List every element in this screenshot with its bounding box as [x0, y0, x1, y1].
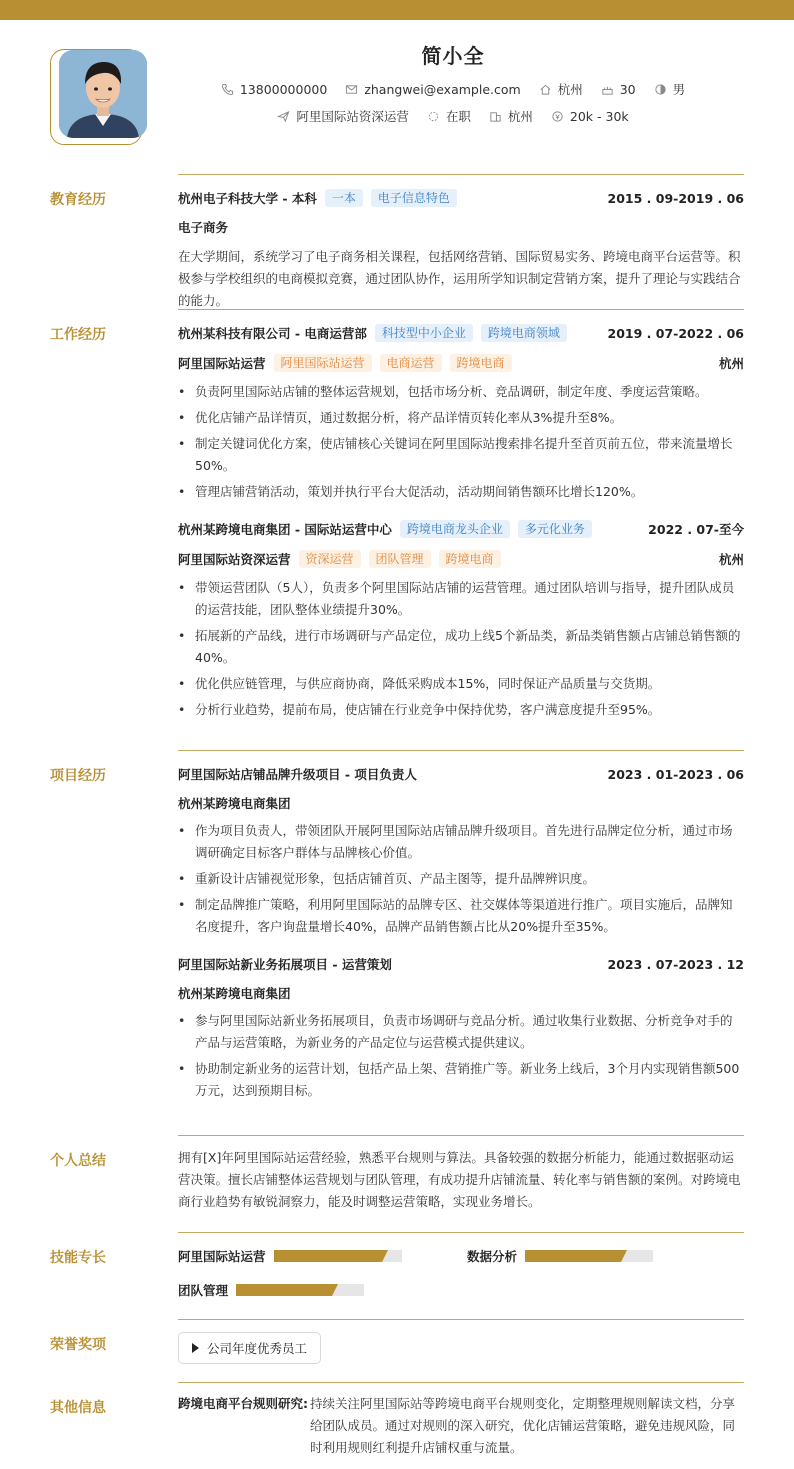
skill-item	[178, 1281, 364, 1299]
salary-text: 20k - 30k	[569, 108, 629, 124]
list-item: • 负责阿里国际站店铺的整体运营规划，包括市场分析、竞品调研，制定年度、季度运营策略。	[178, 381, 744, 403]
skill-bar	[525, 1250, 653, 1262]
project-date: 2023 . 01-2023 . 06	[607, 766, 744, 782]
target-city-text: 杭州	[507, 109, 533, 124]
building-icon	[489, 110, 502, 123]
work-bullets	[178, 577, 744, 721]
list-item: • 优化供应链管理，与供应商协商，降低采购成本15%，同时保证产品质量与交货期。	[178, 673, 744, 695]
target-city-item	[489, 107, 533, 125]
caret-right-icon	[192, 1343, 199, 1353]
list-item: • 作为项目负责人，带领团队开展阿里国际站店铺品牌升级项目。首先进行品牌定位分析，通过市场调研确定目标客户群体与品牌核心价值。	[178, 820, 744, 864]
education-description: 在大学期间，系统学习了电子商务相关课程，包括网络营销、国际贸易实务、跨境电商平台运营等。积极参与学校组织的电商模拟竞赛，通过团队协作，运用所学知识制定营销方案，提升了理论与实践结合的能力。	[178, 249, 741, 308]
summary-text: 拥有[X]年阿里国际站运营经验，熟悉平台规则与算法。具备较强的数据分析能力，能通过数据驱动运营决策。擅长店铺整体运营规划与团队管理，有成功提升店铺流量、转化率与销售额的案例。对跨境电商行业趋势有敏锐洞察力，能及时调整运营策略，实现业务增长。	[178, 1150, 741, 1209]
work-date: 2019 . 07-2022 . 06	[607, 325, 744, 341]
work-header	[178, 323, 744, 343]
role-tag: 团队管理	[369, 550, 431, 568]
list-item: • 优化店铺产品详情页，通过数据分析，将产品详情页转化率从3%提升至8%。	[178, 407, 744, 429]
city-item	[539, 80, 583, 98]
company-tag: 科技型中小企业	[375, 324, 473, 342]
skill-name: 数据分析	[467, 1249, 518, 1264]
company-tag: 多元化业务	[518, 520, 592, 538]
major: 电子商务	[178, 220, 229, 235]
role-tag: 资深运营	[299, 550, 361, 568]
send-icon	[277, 110, 290, 123]
project-org: 杭州某跨境电商集团	[178, 986, 291, 1001]
skill-name: 团队管理	[178, 1283, 229, 1298]
spinner-icon	[427, 110, 440, 123]
project-bullets	[178, 1010, 744, 1102]
email-item	[345, 82, 520, 97]
project-org: 杭州某跨境电商集团	[178, 796, 291, 811]
project-section	[50, 750, 744, 1135]
top-accent-bar	[0, 0, 794, 20]
company-tag: 跨境电商龙头企业	[400, 520, 510, 538]
phone-icon	[221, 83, 234, 96]
skills-section	[50, 1232, 744, 1318]
project-title: 阿里国际站店铺品牌升级项目 - 项目负责人	[178, 767, 417, 782]
age-text: 30	[619, 81, 636, 97]
other-section	[50, 1382, 744, 1468]
project-content	[178, 764, 744, 1106]
coin-icon	[551, 110, 564, 123]
home-icon	[539, 83, 552, 96]
work-section	[50, 309, 744, 749]
target-job-item	[277, 107, 409, 125]
section-title-honors: 荣誉奖项	[50, 1337, 106, 1353]
education-tag: 电子信息特色	[371, 189, 457, 207]
work-city: 杭州	[718, 356, 744, 371]
role-header	[178, 353, 744, 373]
work-city: 杭州	[718, 552, 744, 567]
project-title: 阿里国际站新业务拓展项目 - 运营策划	[178, 957, 392, 972]
section-divider	[178, 750, 744, 751]
phone-text: 13800000000	[239, 81, 328, 97]
role-tag: 电商运营	[380, 354, 442, 372]
section-divider	[178, 1319, 744, 1320]
target-job-text: 阿里国际站资深运营	[296, 109, 409, 124]
mail-icon	[345, 83, 358, 96]
section-title-work: 工作经历	[50, 327, 106, 343]
education-date: 2015 . 09-2019 . 06	[607, 190, 744, 206]
skill-bar-fill	[274, 1250, 383, 1262]
role-tag: 跨境电商	[450, 354, 512, 372]
section-divider	[178, 1382, 744, 1383]
email-text: zhangwei@example.com	[364, 81, 521, 97]
section-title-project: 项目经历	[50, 768, 106, 784]
skill-bar-fill	[525, 1250, 621, 1262]
role-header	[178, 549, 744, 569]
project-header	[178, 954, 744, 974]
list-item: • 管理店铺营销活动，策划并执行平台大促活动，活动期间销售额环比增长120%。	[178, 481, 744, 503]
education-tag: 一本	[325, 189, 363, 207]
gender-text: 男	[672, 82, 686, 97]
list-item: • 重新设计店铺视觉形象，包括店铺首页、产品主图等，提升品牌辨识度。	[178, 868, 744, 890]
education-section	[50, 174, 744, 314]
job-intent-row	[182, 107, 724, 125]
cake-icon	[601, 83, 614, 96]
project-entry	[178, 764, 744, 938]
project-header	[178, 764, 744, 784]
work-date: 2022 . 07-至今	[648, 522, 744, 537]
list-item: • 制定关键词优化方案，使店铺核心关键词在阿里国际站搜索排名提升至首页前五位，带来流量增长50%。	[178, 433, 744, 477]
age-item	[601, 82, 636, 97]
honor-toggle-button[interactable]	[178, 1332, 321, 1364]
skill-bar	[236, 1284, 364, 1296]
list-item: • 参与阿里国际站新业务拓展项目，负责市场调研与竞品分析。通过收集行业数据、分析竞争对手的产品与运营策略，为新业务的产品定位与运营模式提供建议。	[178, 1010, 744, 1054]
list-item: • 带领运营团队（5人），负责多个阿里国际站店铺的运营管理。通过团队培训与指导，提升团队成员的运营技能，团队整体业绩提升30%。	[178, 577, 744, 621]
list-item: • 拓展新的产品线，进行市场调研与产品定位，成功上线5个新品类，新品类销售额占店铺总销售额的40%。	[178, 625, 744, 669]
skill-name: 阿里国际站运营	[178, 1249, 266, 1264]
list-item: • 分析行业趋势，提前布局，使店铺在行业竞争中保持优势，客户满意度提升至95%。	[178, 699, 744, 721]
honors-section	[50, 1319, 744, 1381]
section-title-skills: 技能专长	[50, 1250, 106, 1266]
summary-content	[178, 1147, 744, 1213]
contact-row	[182, 80, 724, 98]
section-title-education: 教育经历	[50, 192, 106, 208]
section-divider	[178, 174, 744, 175]
project-date: 2023 . 07-2023 . 12	[607, 956, 744, 972]
gender-icon	[654, 83, 667, 96]
skill-item	[467, 1247, 653, 1265]
status-text: 在职	[445, 109, 471, 124]
project-entry	[178, 954, 744, 1102]
company-tag: 跨境电商领域	[481, 324, 567, 342]
skill-item	[178, 1247, 402, 1265]
section-title-summary: 个人总结	[50, 1153, 106, 1169]
skill-bar-fill	[236, 1284, 332, 1296]
phone-item	[221, 82, 327, 97]
gender-item	[654, 80, 686, 98]
other-label: 跨境电商平台规则研究:	[178, 1396, 308, 1411]
section-divider	[178, 1135, 744, 1136]
role-name: 阿里国际站资深运营	[178, 552, 291, 567]
other-text: 持续关注阿里国际站等跨境电商平台规则变化，定期整理规则解读文档，分享给团队成员。通过对规则的深入研究，优化店铺运营策略，避免违规风险，同时利用规则红利提升店铺权重与流量。	[310, 1396, 736, 1455]
summary-section	[50, 1135, 744, 1230]
work-entry	[178, 323, 744, 503]
status-item	[427, 107, 471, 125]
role-name: 阿里国际站运营	[178, 356, 266, 371]
salary-item	[551, 109, 629, 124]
role-tag: 跨境电商	[439, 550, 501, 568]
work-entry	[178, 519, 744, 721]
project-bullets	[178, 820, 744, 938]
company-name: 杭州某跨境电商集团 - 国际站运营中心	[178, 522, 392, 537]
candidate-name: 简小全	[421, 44, 485, 68]
role-tag: 阿里国际站运营	[274, 354, 372, 372]
honor-label: 公司年度优秀员工	[207, 1341, 308, 1356]
work-bullets	[178, 381, 744, 503]
school-name: 杭州电子科技大学 - 本科	[178, 191, 317, 206]
education-header	[178, 188, 744, 208]
city-text: 杭州	[557, 82, 583, 97]
list-item: • 协助制定新业务的运营计划，包括产品上架、营销推广等。新业务上线后，3个月内实现销售额500万元，达到预期目标。	[178, 1058, 744, 1102]
work-header	[178, 519, 744, 539]
section-divider	[178, 1232, 744, 1233]
work-content	[178, 323, 744, 725]
list-item: • 制定品牌推广策略，利用阿里国际站的品牌专区、社交媒体等渠道进行推广。项目实施后，品牌知名度提升，客户询盘量增长40%，品牌产品销售额占比从20%提升至35%。	[178, 894, 744, 938]
section-divider	[178, 309, 744, 310]
skill-bar	[274, 1250, 402, 1262]
education-content	[178, 188, 744, 312]
company-name: 杭州某科技有限公司 - 电商运营部	[178, 326, 367, 341]
other-content	[178, 1393, 744, 1459]
section-title-other: 其他信息	[50, 1400, 106, 1416]
